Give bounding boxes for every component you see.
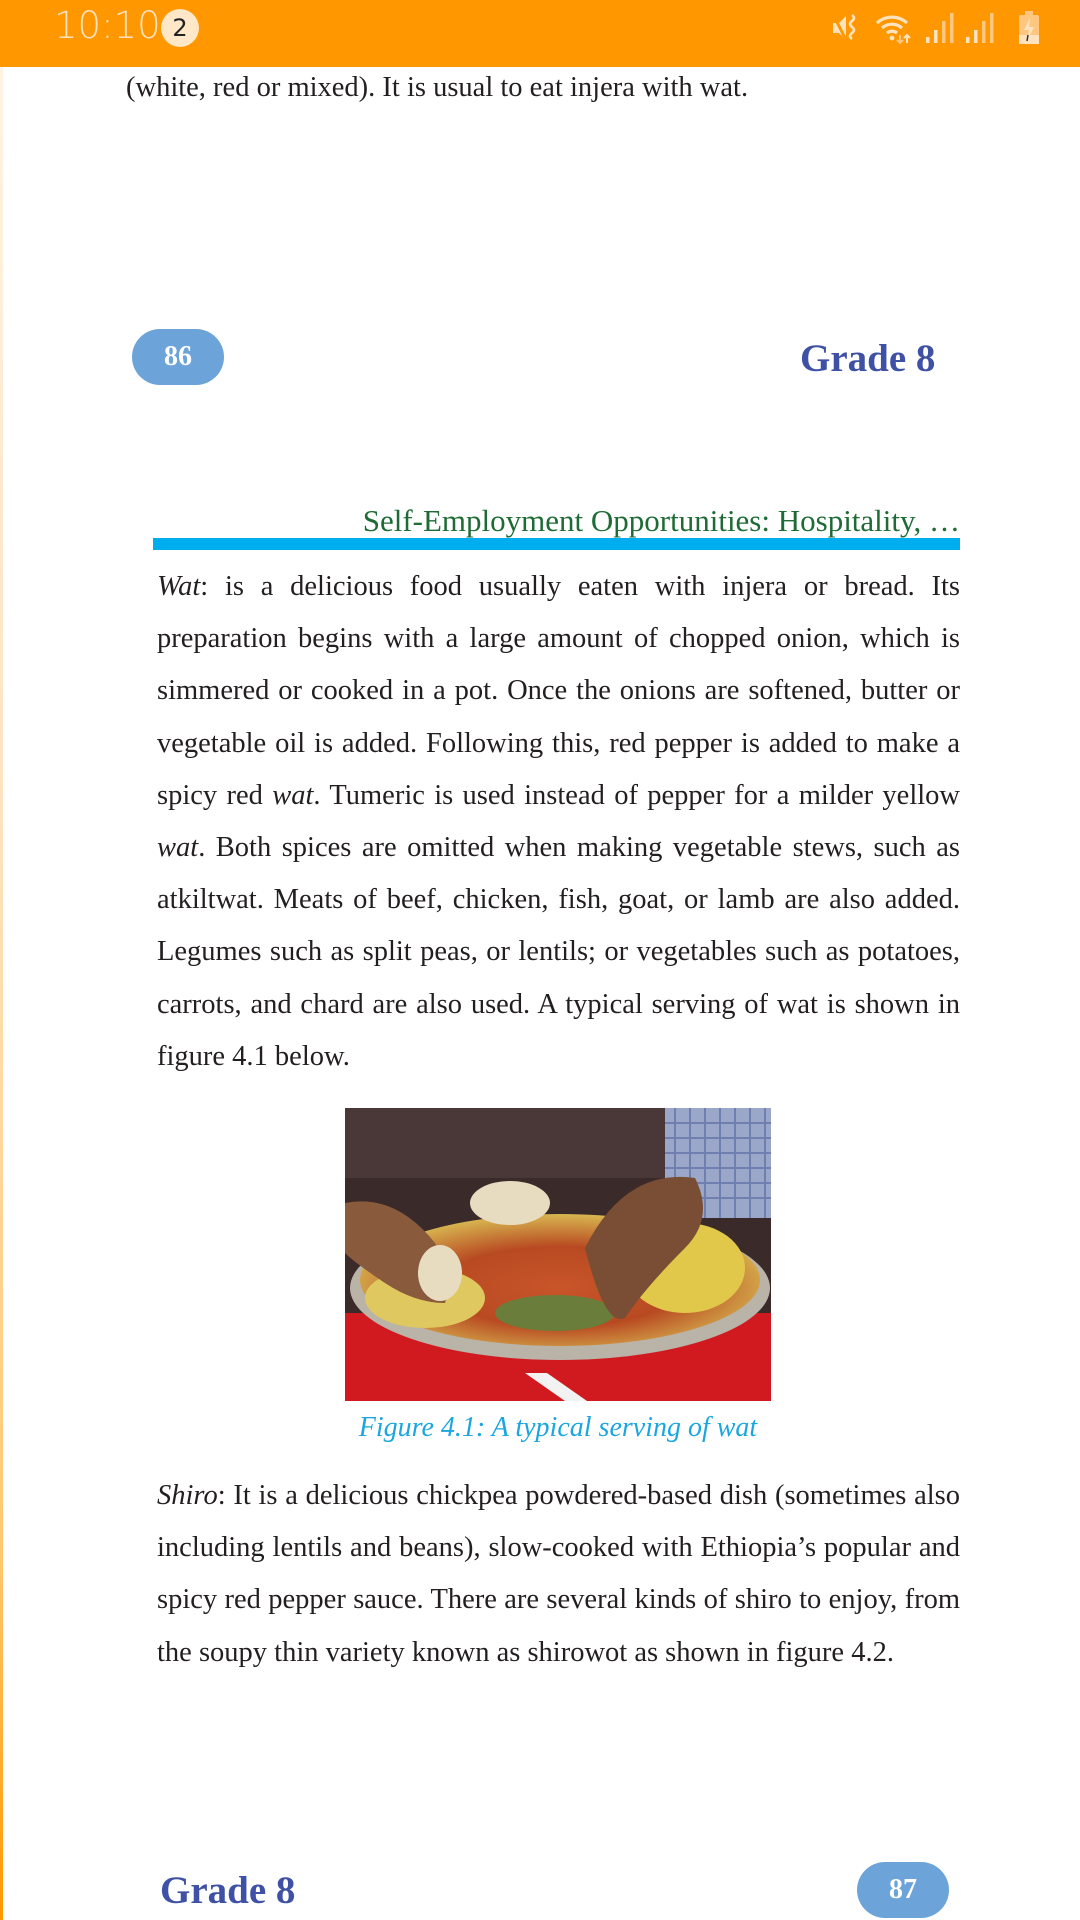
- paragraph-wat: [157, 561, 960, 1083]
- wat-italic-1: wat: [272, 779, 314, 811]
- page-number-badge-86: 86: [132, 329, 224, 385]
- wat-italic-2: wat: [157, 832, 199, 864]
- status-time: 10:10: [54, 4, 161, 47]
- wat-text-2: . Tumeric is used instead of pepper for a milder yellow: [313, 779, 960, 811]
- figure-wat-photo: [345, 1108, 771, 1401]
- wat-text-1: : is a delicious food usually eaten with injera or bread. Its preparation begins with a large amount of chopped onion, which is simmered or cooked in a pot. Once the onions are softened, butter or vegetable oil is added. Following this, red pepper is added to make a spicy red: [157, 571, 960, 811]
- wat-serving-image: [345, 1108, 771, 1401]
- page-edge-strip: [0, 67, 3, 1920]
- shiro-text: : It is a delicious chickpea powdered-based dish (sometimes also including lentils and beans), slow-cooked with Ethiopia’s popular and spicy red pepper sauce. There are several kinds of shiro to enjoy, from the soupy thin variety known as shirowot as shown in figure 4.2.: [157, 1480, 960, 1668]
- signal-sim2-icon: [964, 11, 994, 45]
- figure-caption: Figure 4.1: A typical serving of wat: [358, 1412, 758, 1443]
- mute-vibrate-icon: [830, 11, 864, 45]
- battery-charging-icon: [1018, 11, 1040, 45]
- signal-sim1-icon: [924, 11, 954, 45]
- header-rule: [153, 538, 960, 550]
- status-icons: [830, 8, 1040, 48]
- previous-page-last-line: (white, red or mixed). It is usual to eat injera with wat.: [126, 72, 749, 103]
- term-wat: Wat: [157, 571, 201, 602]
- grade-footer-label-87: Grade 8: [160, 1869, 296, 1912]
- paragraph-shiro: [157, 1470, 960, 1679]
- grade-footer-label-86: Grade 8: [800, 337, 936, 380]
- status-bar: [0, 0, 1080, 67]
- notification-count-badge: 2: [161, 9, 199, 47]
- wifi-data-icon: [874, 11, 914, 45]
- running-head-title: Self-Employment Opportunities: Hospitality, …: [362, 503, 960, 538]
- wat-text-3: . Both spices are omitted when making vegetable stews, such as atkiltwat. Meats of beef, chicken, fish, goat, or lamb are also added. Legumes such as split peas, or lentils; or vegetables such as potatoes, carrots, and chard are also used. A typical serving of wat is shown in figure 4.1 below.: [157, 832, 960, 1072]
- term-shiro: Shiro: [157, 1480, 218, 1511]
- page-number-badge-87: 87: [857, 1862, 949, 1918]
